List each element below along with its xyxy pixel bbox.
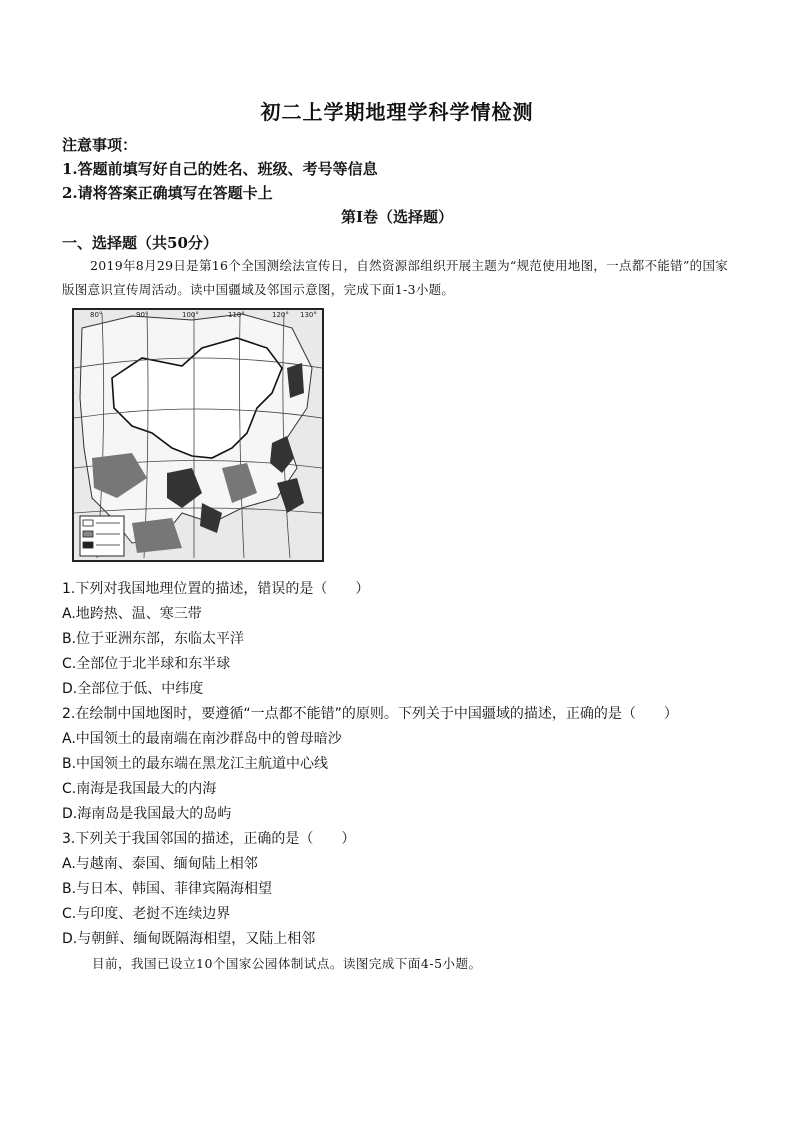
map-lon-130: 130° (300, 311, 317, 319)
map-lon-90: 90° (136, 311, 149, 319)
intro-paragraph-1: 2019年8月29日是第16个全国测绘法宣传日，自然资源部组织开展主题为“规范使用地图，一点都不能错”的国家版图意识宣传周活动。读中国疆域及邻国示意图，完成下面1-3小题。 (62, 258, 729, 297)
question-1-option-b: B.位于亚洲东部，东临太平洋 (62, 631, 245, 647)
question-1-option-d: D.全部位于低、中纬度 (62, 681, 204, 697)
section-heading: 一、选择题（共50分） (62, 234, 218, 252)
question-3-stem: 3.下列关于我国邻国的描述，正确的是（ ） (62, 831, 356, 847)
map-lon-110: 110° (228, 311, 245, 319)
question-2-option-d: D.海南岛是我国最大的岛屿 (62, 806, 232, 822)
question-3-option-d: D.与朝鲜、缅甸既隔海相望，又陆上相邻 (62, 931, 316, 947)
question-2-option-b: B.中国领土的最东端在黑龙江主航道中心线 (62, 756, 329, 772)
map-lon-80: 80° (90, 311, 103, 319)
map-lon-120: 120° (272, 311, 289, 319)
china-territory-map (72, 308, 324, 562)
question-2-option-a: A.中国领土的最南端在南沙群岛中的曾母暗沙 (62, 731, 342, 747)
intro-paragraph-2: 目前，我国已设立10个国家公园体制试点。读图完成下面4-5小题。 (92, 956, 482, 971)
question-2-stem: 2.在绘制中国地图时，要遵循“一点都不能错”的原则。下列关于中国疆域的描述，正确的是（ ） (62, 706, 678, 722)
notes-item-1: 1.答题前填写好自己的姓名、班级、考号等信息 (62, 160, 378, 178)
page-title: 初二上学期地理学科学情检测 (260, 100, 534, 124)
question-3-option-c: C.与印度、老挝不连续边界 (62, 906, 231, 922)
map-lon-100: 100° (182, 311, 199, 319)
question-3-option-b: B.与日本、韩国、菲律宾隔海相望 (62, 881, 273, 897)
notes-item-2: 2.请将答案正确填写在答题卡上 (62, 184, 273, 202)
volume-heading: 第Ⅰ卷（选择题） (340, 208, 454, 226)
notes-heading: 注意事项： (62, 136, 138, 154)
question-1-stem: 1.下列对我国地理位置的描述，错误的是（ ） (62, 581, 370, 597)
question-1-option-a: A.地跨热、温、寒三带 (62, 606, 202, 622)
question-3-option-a: A.与越南、泰国、缅甸陆上相邻 (62, 856, 258, 872)
question-1-option-c: C.全部位于北半球和东半球 (62, 656, 231, 672)
question-2-option-c: C.南海是我国最大的内海 (62, 781, 217, 797)
